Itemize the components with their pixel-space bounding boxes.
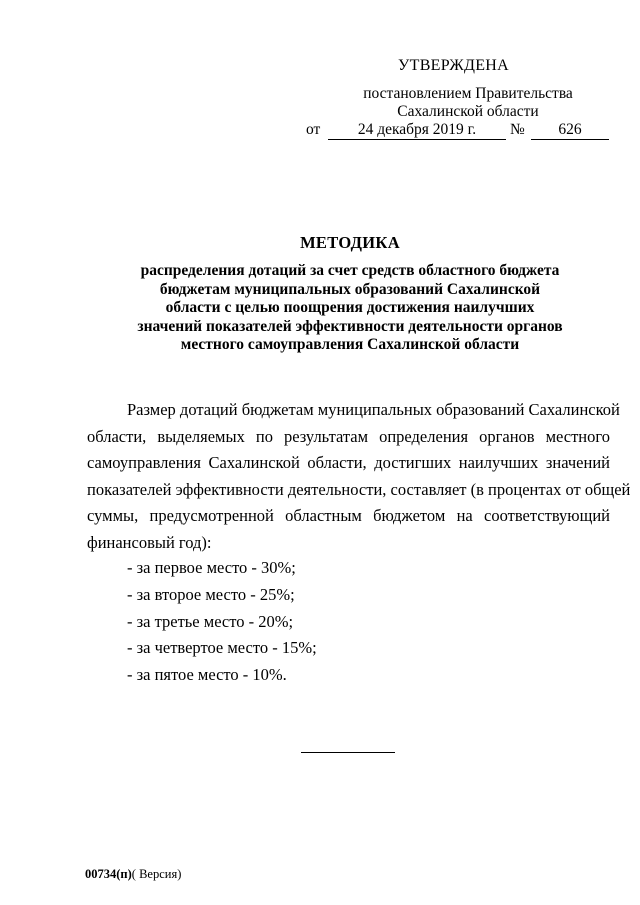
approval-title: УТВЕРЖДЕНА	[398, 57, 510, 74]
list-item: - за четвертое место - 15%;	[127, 638, 317, 658]
list-item: - за первое место - 30%;	[127, 558, 296, 577]
approval-date: 24 декабря 2019 г.	[328, 121, 506, 140]
approval-number: 626	[531, 121, 609, 140]
body-line: финансовый год):	[87, 532, 212, 552]
subtitle-line: бюджетам муниципальных образований Сахалинской	[159, 280, 541, 298]
body-line: самоуправления Сахалинской области, достигших наилучших значений	[87, 453, 610, 472]
footer-code	[85, 867, 181, 882]
subtitle-line: местного самоуправления Сахалинской области	[180, 336, 520, 353]
body-line: области, выделяемых по результатам определения органов местного	[87, 426, 610, 446]
list-item: - за третье место - 20%;	[127, 611, 294, 631]
footer-doc-code: 00734(п)	[85, 867, 132, 881]
subtitle-line: области с целью поощрения достижения наилучших	[165, 299, 535, 316]
subtitle-line: значений показателей эффективности деятельности органов	[137, 317, 563, 335]
place-list	[127, 555, 317, 689]
list-item: - за второе место - 25%;	[127, 584, 295, 604]
subtitle-line: распределения дотаций за счет средств областного бюджета	[140, 262, 560, 279]
approval-line-2: Сахалинской области	[397, 103, 539, 120]
approval-line-1: постановлением Правительства	[363, 85, 573, 102]
number-label: №	[510, 121, 525, 138]
body-line: суммы, предусмотренной областным бюджетом на соответствующий	[87, 506, 610, 525]
list-item: - за пятое место - 10%.	[127, 665, 287, 685]
document-title: МЕТОДИКА	[300, 233, 400, 252]
from-label: от	[306, 121, 321, 138]
separator-line	[301, 752, 395, 753]
body-paragraph	[87, 397, 631, 556]
approval-date-row	[306, 121, 616, 141]
document-subtitle	[90, 262, 610, 355]
body-line: Размер дотаций бюджетам муниципальных образований Сахалинской	[127, 400, 620, 419]
body-line: показателей эффективности деятельности, составляет (в процентах от общей	[87, 479, 631, 499]
footer-version: ( Версия)	[131, 867, 182, 881]
